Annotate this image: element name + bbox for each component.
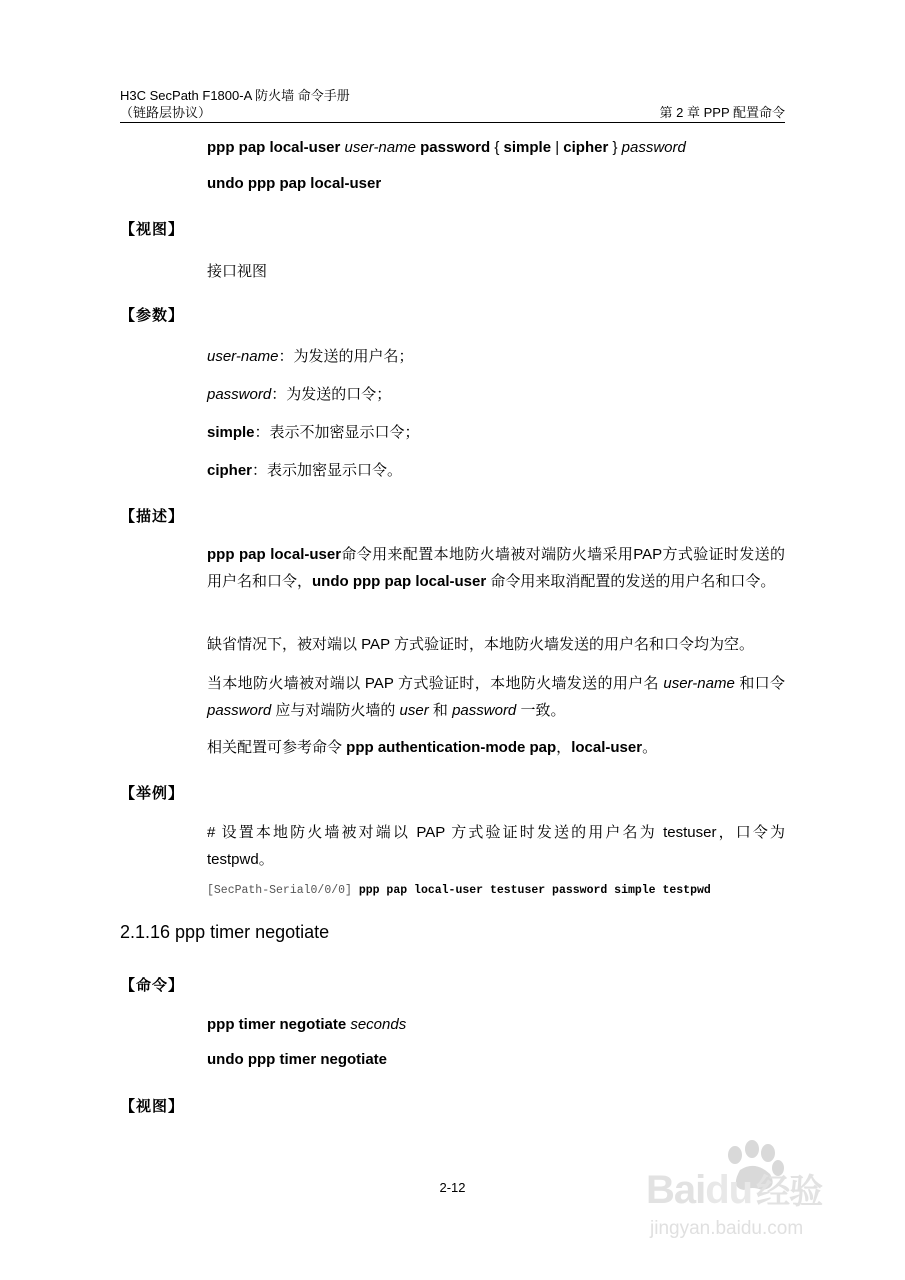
example-description: # 设置本地防火墙被对端以 PAP 方式验证时发送的用户名为 testuser，口令为 testpwd。 xyxy=(207,824,785,868)
section-label-example: 【举例】 xyxy=(120,785,185,802)
section-label-command: 【命令】 xyxy=(120,977,185,994)
param-item: simple：表示不加密显示口令； xyxy=(207,424,420,441)
watermark-url: jingyan.baidu.com xyxy=(650,1218,804,1239)
param-item: cipher：表示加密显示口令。 xyxy=(207,462,403,479)
section-label-parameters: 【参数】 xyxy=(120,307,185,324)
header-subtitle: （链路层协议） xyxy=(120,105,212,120)
command-syntax: ppp timer negotiate seconds xyxy=(207,1016,407,1033)
description-paragraph: 当本地防火墙被对端以 PAP 方式验证时，本地防火墙发送的用户名 user-name 和口令 password 应与对端防火墙的 user 和 password 一致。 xyxy=(207,675,786,719)
undo-command-syntax: undo ppp pap local-user xyxy=(207,175,382,192)
view-text: 接口视图 xyxy=(207,263,268,280)
watermark-brand-b: du xyxy=(705,1168,753,1212)
header-title: H3C SecPath F1800-A 防火墙 命令手册 xyxy=(120,88,350,103)
example-code: [SecPath-Serial0/0/0] ppp pap local-user testuser password simple testpwd xyxy=(207,884,711,897)
undo-command-syntax: undo ppp timer negotiate xyxy=(207,1051,387,1068)
section-label-view: 【视图】 xyxy=(120,221,185,238)
section-label-description: 【描述】 xyxy=(120,508,185,525)
description-paragraph: ppp pap local-user命令用来配置本地防火墙被对端防火墙采用PAP方式验证时发送的用户名和口令，undo ppp pap local-user 命令用来取消配置的发送的用户名和口令。 xyxy=(207,546,786,590)
section-label-view: 【视图】 xyxy=(120,1098,185,1115)
page-number: 2-12 xyxy=(439,1180,466,1195)
section-heading: 2.1.16 ppp timer negotiate xyxy=(120,922,330,942)
watermark-brand-a: Bai xyxy=(646,1168,706,1212)
command-syntax: ppp pap local-user user-name password { simple | cipher } password xyxy=(207,139,686,156)
header-chapter: 第 2 章 PPP 配置命令 xyxy=(659,105,785,120)
description-paragraph: 缺省情况下，被对端以 PAP 方式验证时，本地防火墙发送的用户名和口令均为空。 xyxy=(207,636,754,653)
baidu-jingyan-watermark xyxy=(640,1140,880,1270)
watermark-brand-cn: 经验 xyxy=(756,1173,823,1211)
header-rule xyxy=(120,122,785,123)
param-item: user-name：为发送的用户名； xyxy=(207,348,414,365)
description-paragraph: 相关配置可参考命令 ppp authentication-mode pap，local-user。 xyxy=(207,739,658,756)
param-item: password：为发送的口令； xyxy=(207,386,392,403)
